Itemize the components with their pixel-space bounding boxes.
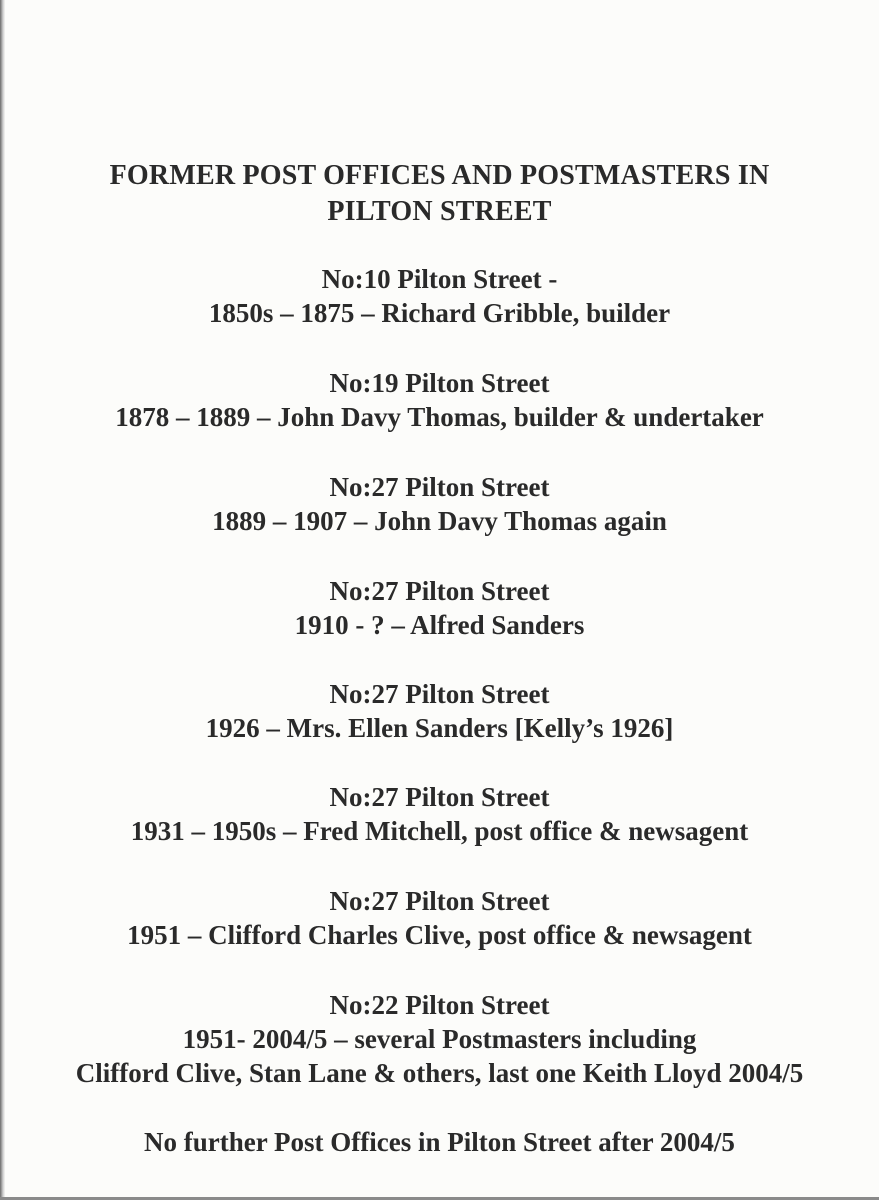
- entry-detail: 1910 - ? – Alfred Sanders: [294, 610, 585, 640]
- entry-detail: Clifford Clive, Stan Lane & others, last one Keith Lloyd 2004/5: [75, 1058, 804, 1088]
- entry-address: No:27 Pilton Street: [329, 472, 550, 502]
- entry-no27-1951: [0, 884, 879, 952]
- document-title: [0, 158, 879, 230]
- entry-no22: [0, 988, 879, 1090]
- entry-detail: 1850s – 1875 – Richard Gribble, builder: [208, 298, 671, 328]
- title-line-1: FORMER POST OFFICES AND POSTMASTERS IN: [109, 160, 770, 191]
- entry-address: No:10 Pilton Street -: [321, 264, 558, 294]
- entry-no27-1926: [0, 677, 879, 745]
- entry-detail: 1926 – Mrs. Ellen Sanders [Kelly’s 1926]: [205, 713, 674, 743]
- entry-detail: 1878 – 1889 – John Davy Thomas, builder & undertaker: [115, 402, 764, 432]
- entry-address: No:22 Pilton Street: [329, 990, 550, 1020]
- entry-address: No:27 Pilton Street: [329, 679, 550, 709]
- entry-no10: [0, 262, 879, 330]
- entry-detail: 1931 – 1950s – Fred Mitchell, post office & newsagent: [130, 816, 749, 846]
- entry-address: No:27 Pilton Street: [329, 886, 550, 916]
- title-line-2: PILTON STREET: [327, 196, 552, 227]
- entry-address: No:27 Pilton Street: [329, 576, 550, 606]
- entry-no19: [0, 366, 879, 434]
- entry-no27-1931: [0, 780, 879, 848]
- entry-address: No:19 Pilton Street: [329, 368, 550, 398]
- document-footer-note: No further Post Offices in Pilton Street after 2004/5: [144, 1127, 735, 1157]
- entry-address: No:27 Pilton Street: [329, 782, 550, 812]
- entry-no27-1910: [0, 574, 879, 642]
- entry-detail: 1951- 2004/5 – several Postmasters including: [182, 1024, 697, 1054]
- entry-no27-1889: [0, 470, 879, 538]
- entry-detail: 1889 – 1907 – John Davy Thomas again: [212, 506, 667, 536]
- entry-detail: 1951 – Clifford Charles Clive, post office & newsagent: [127, 920, 752, 950]
